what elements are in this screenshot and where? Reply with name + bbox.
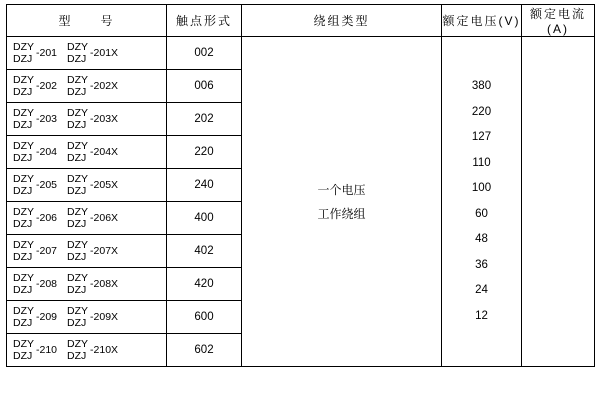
model-b-top: DZY [67,205,89,218]
model-code-b [67,173,118,197]
model-b-bottom: DZJ [67,251,87,263]
winding-type-line-1: 一个电压 [317,182,366,197]
model-a-top: DZY [13,337,34,350]
contact-form-cell: 240 [167,169,242,202]
model-cell [7,268,167,301]
model-a-bottom: DZJ [13,185,33,197]
model-b-top: DZY [67,106,89,119]
model-code-a [13,173,57,197]
contact-form-cell: 202 [167,103,242,136]
model-a-top: DZY [13,139,34,152]
rated-voltage-list [442,74,521,329]
model-code-b [67,206,118,230]
table-header [7,5,595,37]
contact-form-cell: 600 [167,301,242,334]
contact-form-cell: 006 [167,70,242,103]
contact-form-cell: 220 [167,136,242,169]
model-a-suffix: -209 [36,311,58,323]
header-contact-form: 触点形式 [167,5,242,37]
model-a-suffix: -208 [36,278,58,290]
model-a-suffix: -204 [36,146,58,158]
model-a-top: DZY [13,106,34,119]
model-cell [7,70,167,103]
model-code-b [67,140,118,164]
model-a-bottom: DZJ [13,53,33,65]
model-code-a [13,107,57,131]
model-b-top: DZY [67,238,89,251]
model-a-top: DZY [13,172,34,185]
model-b-bottom: DZJ [67,53,87,65]
model-a-suffix: -201 [36,47,58,59]
model-code-a [13,206,57,230]
model-a-bottom: DZJ [13,86,33,98]
model-a-top: DZY [13,238,34,251]
model-a-bottom: DZJ [13,152,33,164]
header-rated-current: 额定电流(A) [522,5,595,37]
model-code-a [13,272,57,296]
model-b-top: DZY [67,337,89,350]
header-winding-type: 绕组类型 [242,5,442,37]
model-code-a [13,239,57,263]
model-code-a [13,305,57,329]
model-cell [7,103,167,136]
rated-voltage-cell [442,37,522,367]
header-rated-voltage: 额定电压(V) [442,5,522,37]
model-code-a [13,338,57,362]
rated-current-cell [522,37,595,367]
model-b-suffix: -208X [90,278,119,290]
voltage-value: 127 [471,131,492,143]
model-cell [7,334,167,367]
model-code-b [67,74,118,98]
contact-form-cell: 420 [167,268,242,301]
model-code-a [13,74,57,98]
model-b-top: DZY [67,40,89,53]
model-b-suffix: -203X [90,113,119,125]
model-a-bottom: DZJ [13,119,33,131]
model-a-top: DZY [13,40,34,53]
voltage-value: 100 [471,182,492,194]
model-b-bottom: DZJ [67,185,87,197]
model-a-bottom: DZJ [13,317,33,329]
relay-spec-table [6,4,595,367]
model-b-suffix: -207X [90,245,119,257]
model-a-bottom: DZJ [13,218,33,230]
model-code-b [67,338,118,362]
voltage-value: 36 [475,258,488,271]
model-b-bottom: DZJ [67,86,87,98]
model-a-bottom: DZJ [13,284,33,296]
model-b-suffix: -204X [90,146,119,158]
contact-form-cell: 602 [167,334,242,367]
model-a-top: DZY [13,73,34,86]
model-a-top: DZY [13,271,34,284]
model-code-b [67,305,118,329]
model-cell [7,202,167,235]
table-body [7,37,595,367]
model-a-suffix: -203 [36,113,58,125]
model-b-top: DZY [67,271,89,284]
model-b-suffix: -210X [90,344,119,356]
header-model: 型 号 [7,5,167,37]
model-code-b [67,239,118,263]
model-code-a [13,140,57,164]
model-cell [7,136,167,169]
contact-form-cell: 002 [167,37,242,70]
voltage-value: 48 [475,233,488,245]
spec-table-page [0,4,600,404]
model-cell [7,169,167,202]
model-a-suffix: -206 [36,212,58,224]
header-row [7,5,595,37]
model-code-a [13,41,57,65]
model-b-bottom: DZJ [67,152,87,164]
voltage-value: 24 [475,284,488,296]
model-code-b [67,272,118,296]
model-b-top: DZY [67,139,89,152]
model-b-suffix: -205X [90,179,119,191]
model-a-suffix: -202 [36,80,58,92]
model-b-top: DZY [67,73,89,86]
model-b-suffix: -206X [90,212,119,224]
model-b-suffix: -202X [90,80,119,92]
model-a-top: DZY [13,205,34,218]
model-cell [7,37,167,70]
model-b-suffix: -201X [90,47,119,59]
model-a-bottom: DZJ [13,251,33,263]
model-code-b [67,107,118,131]
winding-type-cell [242,37,442,367]
voltage-value: 110 [472,156,491,169]
model-a-top: DZY [13,304,34,317]
model-a-suffix: -210 [36,344,58,356]
winding-type-line-2: 工作绕组 [317,206,366,221]
contact-form-cell: 400 [167,202,242,235]
voltage-value: 380 [471,80,492,92]
model-b-bottom: DZJ [67,119,87,131]
voltage-value: 60 [475,207,488,220]
model-b-top: DZY [67,304,89,317]
model-cell [7,301,167,334]
model-cell [7,235,167,268]
model-b-bottom: DZJ [67,284,87,296]
model-a-suffix: -207 [36,245,58,257]
model-a-suffix: -205 [36,179,58,191]
table-row [7,37,595,70]
model-b-suffix: -209X [90,311,119,323]
model-b-top: DZY [67,172,89,185]
model-b-bottom: DZJ [67,218,87,230]
contact-form-cell: 402 [167,235,242,268]
voltage-value: 220 [471,105,492,118]
model-b-bottom: DZJ [67,350,87,362]
model-code-b [67,41,118,65]
model-a-bottom: DZJ [13,350,33,362]
voltage-value: 12 [475,309,488,322]
model-b-bottom: DZJ [67,317,87,329]
